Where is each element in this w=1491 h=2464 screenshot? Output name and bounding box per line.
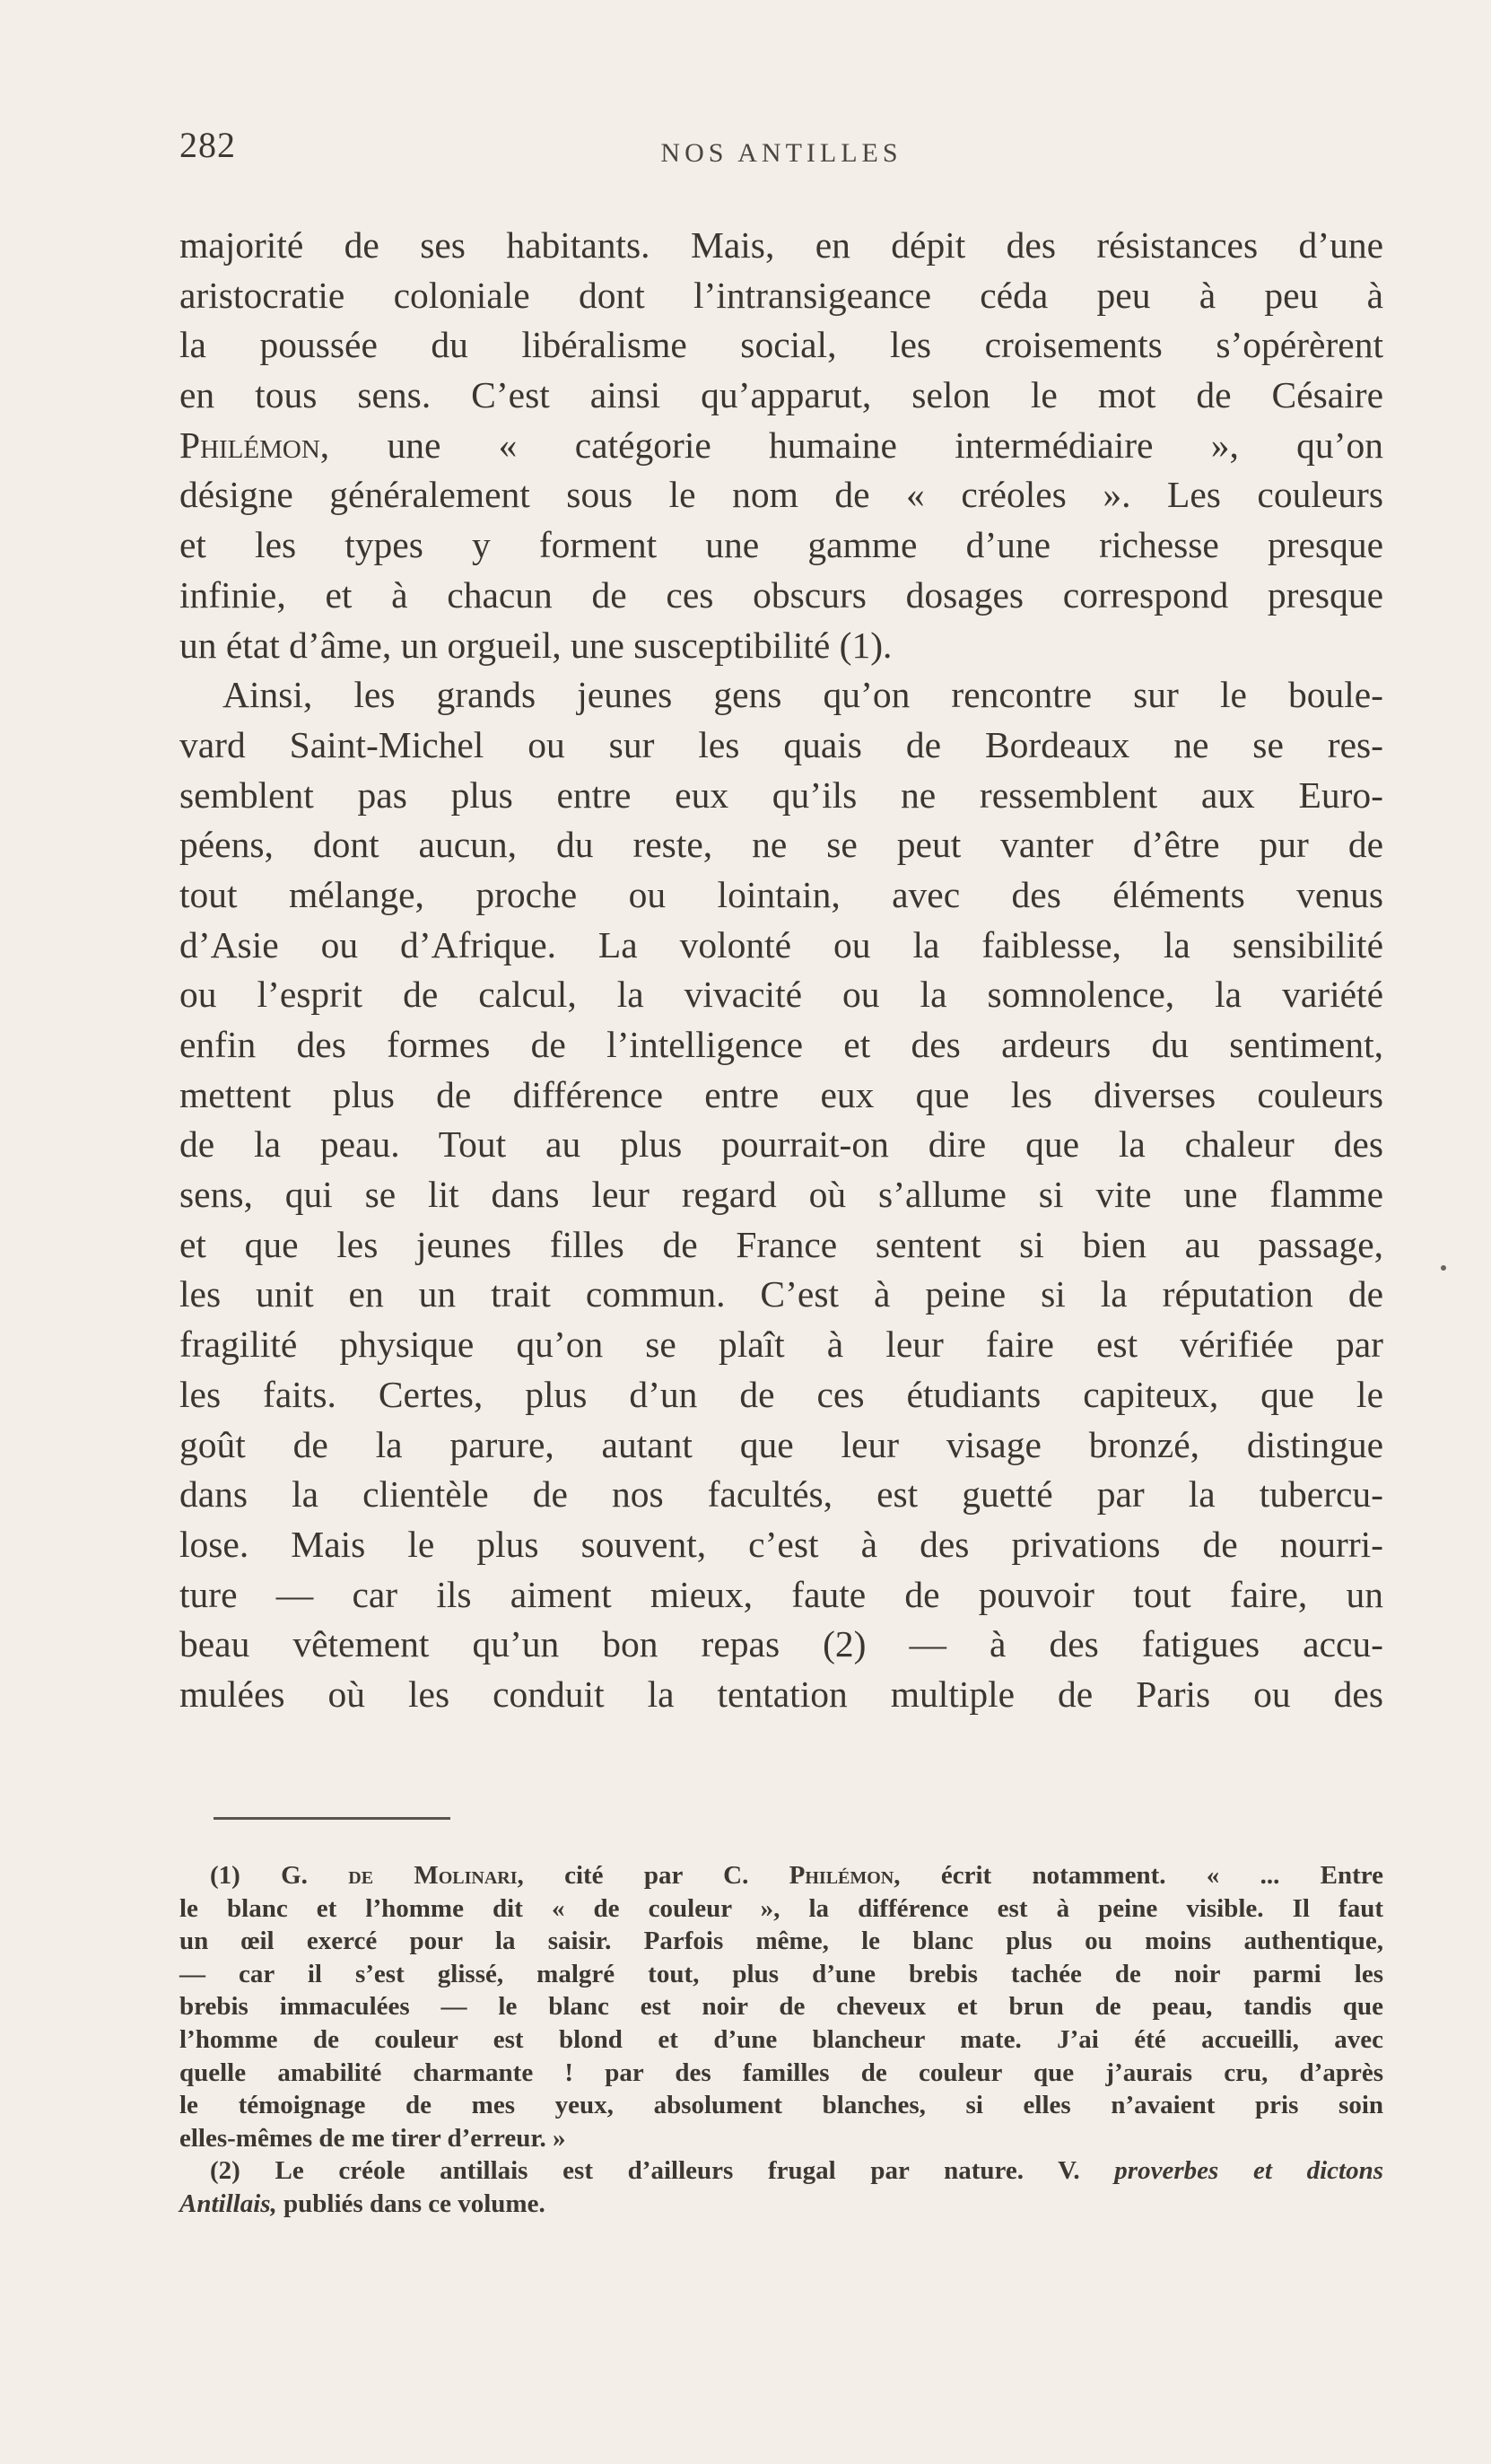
text-line: désigne généralement sous le nom de « créoles ». Les couleurs (179, 474, 1383, 516)
book-title: proverbes et dictons (1114, 2156, 1383, 2186)
text-line: semblent pas plus entre eux qu’ils ne ressemblent aux Euro- (179, 773, 1383, 816)
body-text (179, 221, 1383, 1720)
text-line: fragilité physique qu’on se plaît à leur faire est vérifiée par (179, 1324, 1383, 1366)
author-name-molinari: de Molinari, (348, 1861, 524, 1890)
text-line: et les types y forment une gamme d’une richesse presque (179, 524, 1383, 566)
text-line: dans la clientèle de nos facultés, est guetté par la tubercu- (179, 1473, 1383, 1516)
book-title-cont: Antillais, (179, 2189, 277, 2218)
footnote-1-line: le témoignage de mes yeux, absolument blanches, si elles n’avaient pris soin (179, 2091, 1383, 2120)
text-line: majorité de ses habitants. Mais, en dépit des résistances d’une (179, 224, 1383, 266)
author-name-philemon-note: Philémon, (789, 1861, 901, 1890)
text-line: Ainsi, les grands jeunes gens qu’on rencontre sur le boule- (222, 674, 1383, 716)
footnote-1-line: le blanc et l’homme dit « de couleur », la différence est à peine visible. Il faut (179, 1893, 1383, 1923)
footnote-1-line: quelle amabilité charmante ! par des familles de couleur que j’aurais cru, d’après (179, 2058, 1383, 2087)
text-line: sens, qui se lit dans leur regard où s’allume si vite une flamme (179, 1174, 1383, 1216)
text-line: un état d’âme, un orgueil, une susceptibilité (1). (179, 624, 893, 666)
footnote-separator (214, 1817, 450, 1820)
footnote-2-line: (2) Le créole antillais est d’ailleurs frugal par nature. V. proverbes et dictons (210, 2156, 1383, 2186)
text-line: ou l’esprit de calcul, la vivacité ou la somnolence, la variété (179, 974, 1383, 1016)
footnote-1-line: — car il s’est glissé, malgré tout, plus d’une brebis tachée de noir parmi les (179, 1959, 1383, 1988)
book-page (179, 0, 1383, 2464)
footnote-1-line: un œil exercé pour la saisir. Parfois même, le blanc plus ou moins authentique, (179, 1927, 1383, 1956)
text-line: Philémon, une « catégorie humaine intermédiaire », qu’on (179, 424, 1383, 466)
text-line: la poussée du libéralisme social, les croisements s’opérèrent (179, 324, 1383, 366)
text-line: mulées où les conduit la tentation multiple de Paris ou des (179, 1673, 1383, 1715)
author-name-philemon: Philémon, (179, 424, 330, 466)
text-line: de la peau. Tout au plus pourrait-on dire que la chaleur des (179, 1123, 1383, 1166)
text-line: enfin des formes de l’intelligence et des ardeurs du sentiment, (179, 1024, 1383, 1065)
text-line: lose. Mais le plus souvent, c’est à des privations de nourri- (179, 1523, 1383, 1565)
text-line: vard Saint-Michel ou sur les quais de Bordeaux ne se res- (179, 723, 1383, 765)
text-line: péens, dont aucun, du reste, ne se peut vanter d’être pur de (179, 824, 1383, 866)
text-line: les unit en un trait commun. C’est à peine si la réputation de (179, 1273, 1383, 1315)
footnotes (179, 1859, 1383, 2221)
footnote-1-line: l’homme de couleur est blond et d’une blancheur mate. J’ai été accueilli, avec (179, 2024, 1383, 2054)
text-line: aristocratie coloniale dont l’intransigeance céda peu à peu à (179, 274, 1383, 316)
footnote-1-line: brebis immaculées — le blanc est noir de cheveux et brun de peau, tandis que (179, 1992, 1383, 2022)
margin-dot (1441, 1265, 1446, 1271)
running-title: NOS ANTILLES (660, 138, 902, 168)
text-line: mettent plus de différence entre eux que les diverses couleurs (179, 1073, 1383, 1115)
text-line: les faits. Certes, plus d’un de ces étudiants capiteux, que le (179, 1373, 1383, 1415)
text-line: d’Asie ou d’Afrique. La volonté ou la faiblesse, la sensibilité (179, 923, 1383, 966)
footnote-1-line: (1) G. de Molinari, cité par C. Philémon, écrit notamment. « ... Entre (210, 1861, 1384, 1890)
text-line: beau vêtement qu’un bon repas (2) — à des fatigues accu- (179, 1623, 1383, 1665)
footnote-1-line: elles-mêmes de me tirer d’erreur. » (179, 2123, 566, 2153)
footnote-2-line: Antillais, publiés dans ce volume. (179, 2189, 545, 2218)
text-line: en tous sens. C’est ainsi qu’apparut, selon le mot de Césaire (179, 374, 1383, 416)
text-line: tout mélange, proche ou lointain, avec des éléments venus (179, 873, 1383, 915)
page-header (179, 124, 1383, 178)
text-line: goût de la parure, autant que leur visage bronzé, distingue (179, 1423, 1383, 1465)
page-number: 282 (179, 125, 236, 165)
text-line: infinie, et à chacun de ces obscurs dosages correspond presque (179, 573, 1383, 616)
text-line: ture — car ils aiment mieux, faute de pouvoir tout faire, un (179, 1573, 1383, 1615)
text-line: et que les jeunes filles de France sentent si bien au passage, (179, 1223, 1383, 1265)
